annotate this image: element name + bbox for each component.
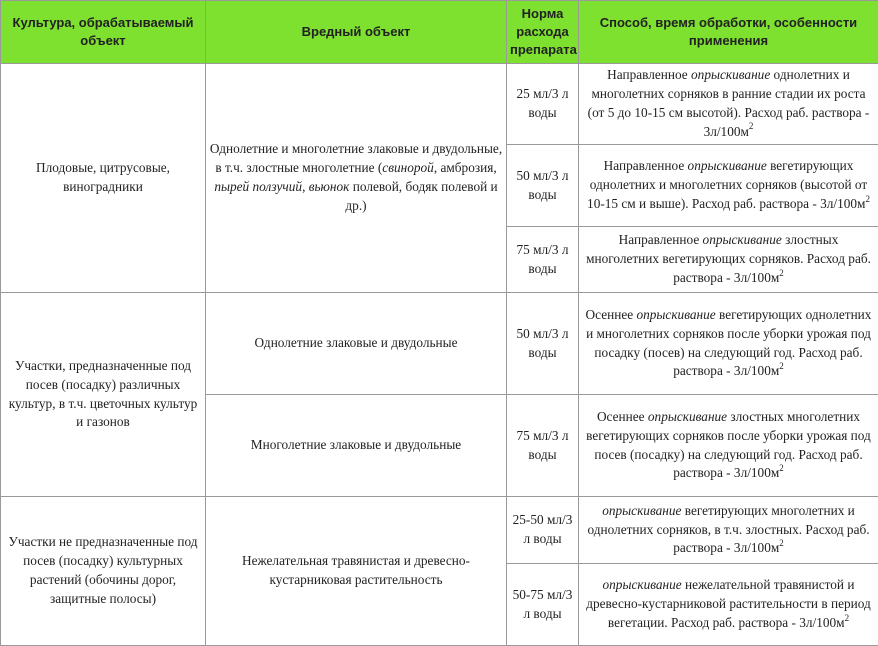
method-cell: Осеннее опрыскивание злостных многолетних вегетирующих сорняков после уборки урожая под посев (посадку) на следующий год. Расход раб. раствора - $3л/100м^2$	[579, 395, 878, 497]
header-pest: Вредный объект	[206, 1, 507, 64]
pest-cell: Однолетние и многолетние злаковые и двудольные, в т.ч. злостные многолетние (свинорой, амброзия, пырей ползучий, вьюнок полевой, бодяк полевой и др.)	[206, 64, 507, 293]
method-cell: Направленное опрыскивание однолетних и многолетних сорняков в ранние стадии их роста (от 5 до 10-15 см высотой). Расход раб. раствора - $3л/100м^2$	[579, 64, 878, 145]
table-row	[1, 293, 878, 395]
table-row	[1, 497, 878, 564]
rate-cell: 75 мл/3 л воды	[507, 227, 579, 293]
culture-cell: Плодовые, цитрусовые, виноградники	[1, 64, 206, 293]
method-cell: Направленное опрыскивание злостных многолетних вегетирующих сорняков. Расход раб. раствора - $3л/100м^2$	[579, 227, 878, 293]
rate-cell: 25 мл/3 л воды	[507, 64, 579, 145]
culture-cell: Участки не предназначенные под посев (посадку) культурных растений (обочины дорог, защитные полосы)	[1, 497, 206, 646]
pest-cell: Однолетние злаковые и двудольные	[206, 293, 507, 395]
culture-cell: Участки, предназначенные под посев (посадку) различных культур, в т.ч. цветочных культур и газонов	[1, 293, 206, 497]
rate-cell: 50 мл/3 л воды	[507, 145, 579, 227]
rate-cell: 50-75 мл/3 л воды	[507, 564, 579, 646]
header-rate: Норма расхода препарата	[507, 1, 579, 64]
pest-cell: Многолетние злаковые и двудольные	[206, 395, 507, 497]
method-cell: опрыскивание вегетирующих многолетних и однолетних сорняков, в т.ч. злостных. Расход раб. раствора - $3л/100м^2$	[579, 497, 878, 564]
method-cell: Направленное опрыскивание вегетирующих однолетних и многолетних сорняков (высотой от 10-15 см и выше). Расход раб. раствора - $3л/100м^2$	[579, 145, 878, 227]
pest-cell: Нежелательная травянистая и древесно-кустарниковая растительность	[206, 497, 507, 646]
rate-cell: 50 мл/3 л воды	[507, 293, 579, 395]
method-cell: Осеннее опрыскивание вегетирующих однолетних и многолетних сорняков после уборки урожая под посадку (посев) на следующий год. Расход раб. раствора - $3л/100м^2$	[579, 293, 878, 395]
rate-cell: 25-50 мл/3 л воды	[507, 497, 579, 564]
header-method: Способ, время обработки, особенности применения	[579, 1, 878, 64]
rate-cell: 75 мл/3 л воды	[507, 395, 579, 497]
header-culture: Культура, обрабатываемый объект	[1, 1, 206, 64]
method-cell: опрыскивание нежелательной травянистой и древесно-кустарниковой растительности в период вегетации. Расход раб. раствора - $3л/100м^2$	[579, 564, 878, 646]
header-row	[1, 1, 878, 64]
table-row	[1, 64, 878, 145]
